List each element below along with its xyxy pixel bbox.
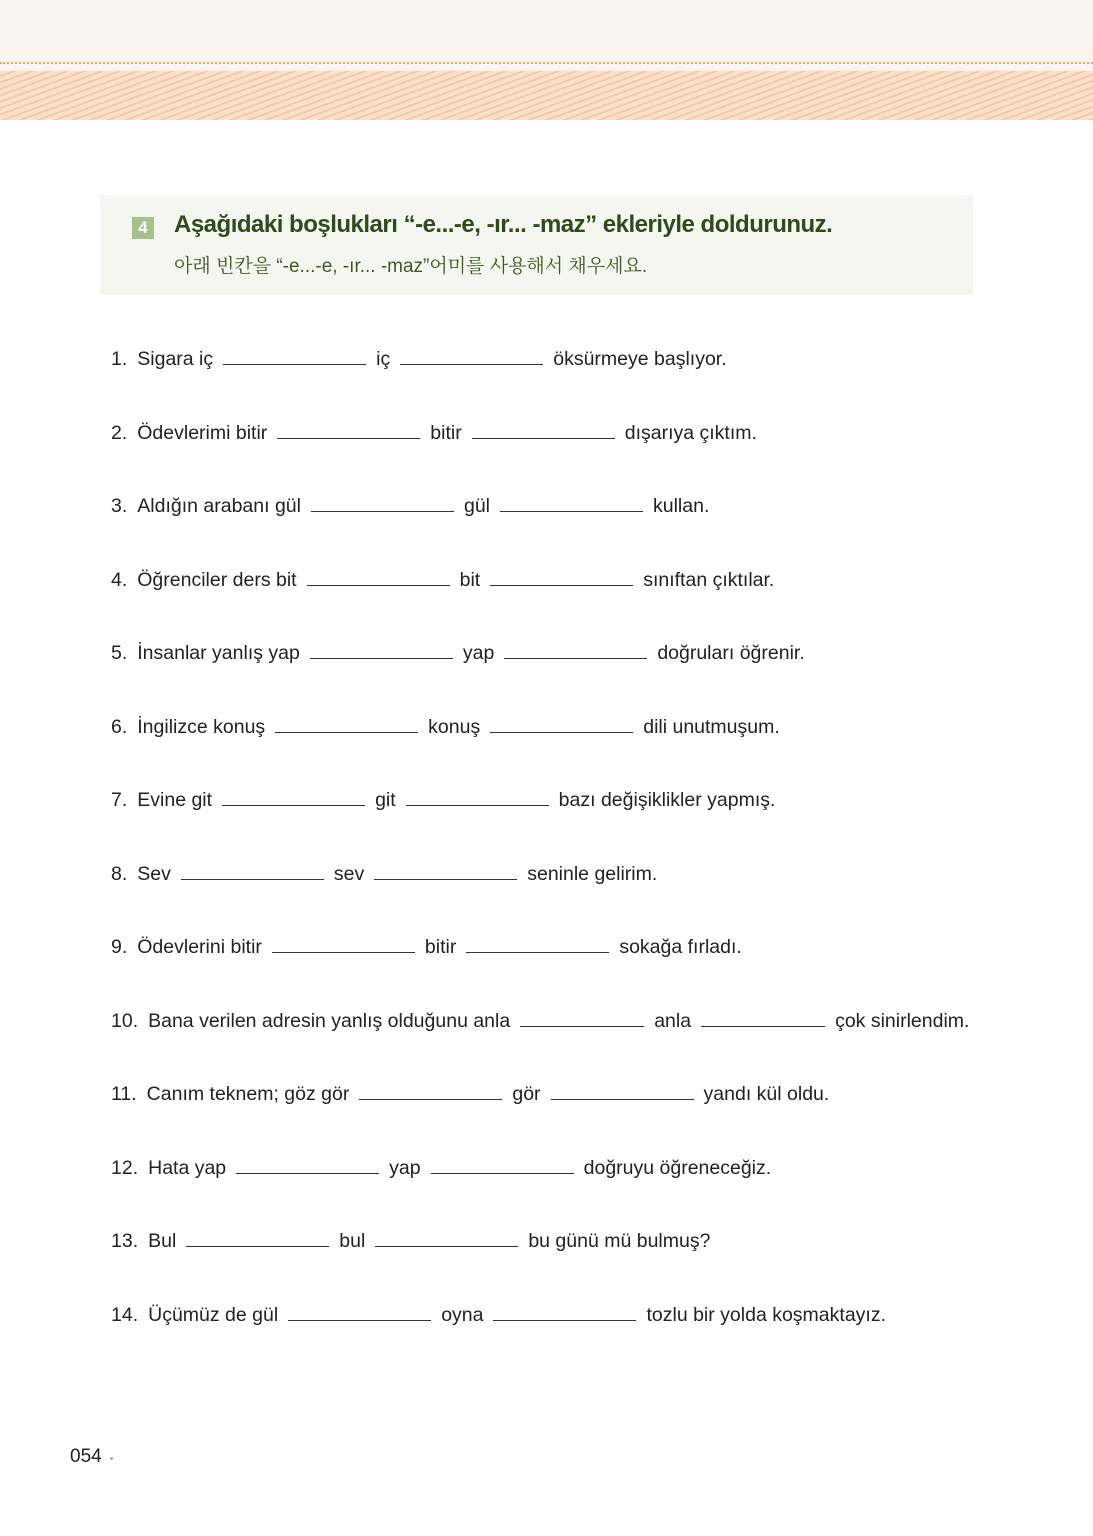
exercise-item: [111, 1010, 969, 1033]
blank-field-2[interactable]: [472, 437, 615, 439]
item-number: 10.: [111, 1009, 139, 1032]
blank-field-2[interactable]: [431, 1172, 574, 1174]
item-text-start: İnsanlar yanlış yap: [137, 642, 300, 664]
exercise-item: [111, 936, 742, 959]
exercise-item: [111, 1230, 710, 1253]
exercise-item: [111, 789, 775, 812]
page-number: 054: [70, 1446, 102, 1467]
item-text-middle: bit: [459, 568, 481, 591]
item-text-start: Öğrenciler ders bit: [137, 568, 297, 591]
blank-field-1[interactable]: [181, 878, 324, 880]
blank-field-2[interactable]: [500, 510, 643, 512]
item-text-end: sokağa fırladı.: [619, 936, 742, 958]
item-text-middle: anla: [654, 1009, 692, 1032]
blank-field-2[interactable]: [490, 584, 633, 586]
item-text-end: öksürmeye başlıyor.: [553, 348, 727, 370]
exercise-item: [111, 422, 757, 445]
item-text-start: Bana verilen adresin yanlış olduğunu anla: [148, 1009, 511, 1032]
item-text-start: Sigara iç: [137, 348, 214, 370]
item-text-middle: konuş: [428, 715, 481, 738]
blank-field-2[interactable]: [375, 1245, 518, 1247]
item-text-start: Bul: [148, 1230, 177, 1252]
item-number: 5.: [111, 642, 128, 664]
exercise-item: [111, 863, 657, 886]
item-text-middle: yap: [462, 642, 495, 664]
blank-field-1[interactable]: [359, 1098, 502, 1100]
exercise-subtitle: 아래 빈칸을 “-e...-e, -ır... -maz”어미를 사용해서 채우세요.: [174, 256, 648, 277]
item-text-start: Hata yap: [148, 1156, 227, 1179]
item-text-start: Üçümüz de gül: [148, 1303, 279, 1326]
item-text-middle: gör: [512, 1083, 541, 1105]
blank-field-2[interactable]: [406, 804, 549, 806]
blank-field-1[interactable]: [275, 731, 418, 733]
item-text-middle: yap: [389, 1156, 421, 1179]
blank-field-2[interactable]: [400, 363, 543, 365]
item-text-middle: bitir: [424, 936, 457, 958]
item-text-middle: bul: [339, 1230, 366, 1252]
item-text-start: Ödevlerini bitir: [137, 936, 262, 958]
item-number: 3.: [111, 495, 128, 517]
exercise-item: [111, 716, 780, 739]
item-text-middle: git: [375, 789, 396, 811]
blank-field-1[interactable]: [310, 657, 453, 659]
blank-field-1[interactable]: [236, 1172, 379, 1174]
blank-field-1[interactable]: [272, 951, 415, 953]
item-number: 8.: [111, 862, 128, 885]
blank-field-2[interactable]: [504, 657, 647, 659]
item-text-start: Sev: [137, 862, 171, 885]
exercise-item: [111, 569, 774, 592]
item-number: 7.: [111, 789, 128, 811]
item-text-end: sınıftan çıktılar.: [643, 568, 775, 591]
blank-field-1[interactable]: [307, 584, 450, 586]
item-text-start: Aldığın arabanı gül: [137, 495, 301, 517]
exercise-number: 4: [132, 217, 154, 239]
header-band: [0, 0, 1093, 64]
item-text-start: Evine git: [137, 789, 213, 811]
exercise-item: [111, 495, 709, 518]
item-number: 14.: [111, 1303, 139, 1326]
exercise-item: [111, 642, 805, 665]
exercise-item: [111, 348, 727, 371]
exercise-item: [111, 1304, 886, 1327]
blank-field-1[interactable]: [277, 437, 420, 439]
item-text-end: dışarıya çıktım.: [624, 421, 757, 444]
item-number: 1.: [111, 348, 128, 370]
blank-field-1[interactable]: [288, 1319, 431, 1321]
item-number: 4.: [111, 568, 128, 591]
blank-field-2[interactable]: [701, 1025, 825, 1027]
item-text-start: İngilizce konuş: [137, 715, 266, 738]
item-text-middle: iç: [376, 348, 391, 370]
exercise-item: [111, 1157, 771, 1180]
blank-field-1[interactable]: [311, 510, 454, 512]
blank-field-1[interactable]: [222, 804, 365, 806]
item-text-end: yandı kül oldu.: [703, 1083, 830, 1105]
item-text-end: doğruları öğrenir.: [657, 642, 805, 664]
blank-field-2[interactable]: [490, 731, 633, 733]
item-text-end: kullan.: [653, 495, 710, 517]
item-number: 11.: [111, 1083, 137, 1105]
item-text-end: seninle gelirim.: [527, 862, 658, 885]
blank-field-2[interactable]: [493, 1319, 636, 1321]
item-text-middle: oyna: [441, 1303, 484, 1326]
item-number: 2.: [111, 421, 128, 444]
header-stripe: [0, 71, 1093, 120]
blank-field-1[interactable]: [520, 1025, 644, 1027]
item-text-middle: sev: [333, 862, 365, 885]
item-text-start: Canım teknem; göz gör: [146, 1083, 350, 1105]
exercise-title: Aşağıdaki boşlukları “-e...-e, -ır... -maz” ekleriyle doldurunuz.: [174, 211, 833, 238]
item-text-start: Ödevlerimi bitir: [137, 421, 268, 444]
page-dot: [110, 1457, 113, 1460]
item-number: 12.: [111, 1156, 139, 1179]
item-text-end: bu günü mü bulmuş?: [528, 1230, 711, 1252]
blank-field-1[interactable]: [223, 363, 366, 365]
blank-field-2[interactable]: [466, 951, 609, 953]
item-number: 13.: [111, 1230, 139, 1252]
blank-field-1[interactable]: [186, 1245, 329, 1247]
exercise-header: [100, 195, 973, 295]
item-text-end: çok sinirlendim.: [835, 1009, 970, 1032]
item-number: 6.: [111, 715, 128, 738]
item-text-end: dili unutmuşum.: [643, 715, 780, 738]
item-text-end: bazı değişiklikler yapmış.: [558, 789, 776, 811]
item-text-middle: gül: [463, 495, 490, 517]
blank-field-2[interactable]: [374, 878, 517, 880]
item-text-end: tozlu bir yolda koşmaktayız.: [646, 1303, 886, 1326]
exercise-item: [111, 1083, 829, 1106]
item-text-end: doğruyu öğreneceğiz.: [583, 1156, 772, 1179]
header-gap: [0, 64, 1093, 71]
item-number: 9.: [111, 936, 128, 958]
blank-field-2[interactable]: [551, 1098, 694, 1100]
item-text-middle: bitir: [430, 421, 462, 444]
